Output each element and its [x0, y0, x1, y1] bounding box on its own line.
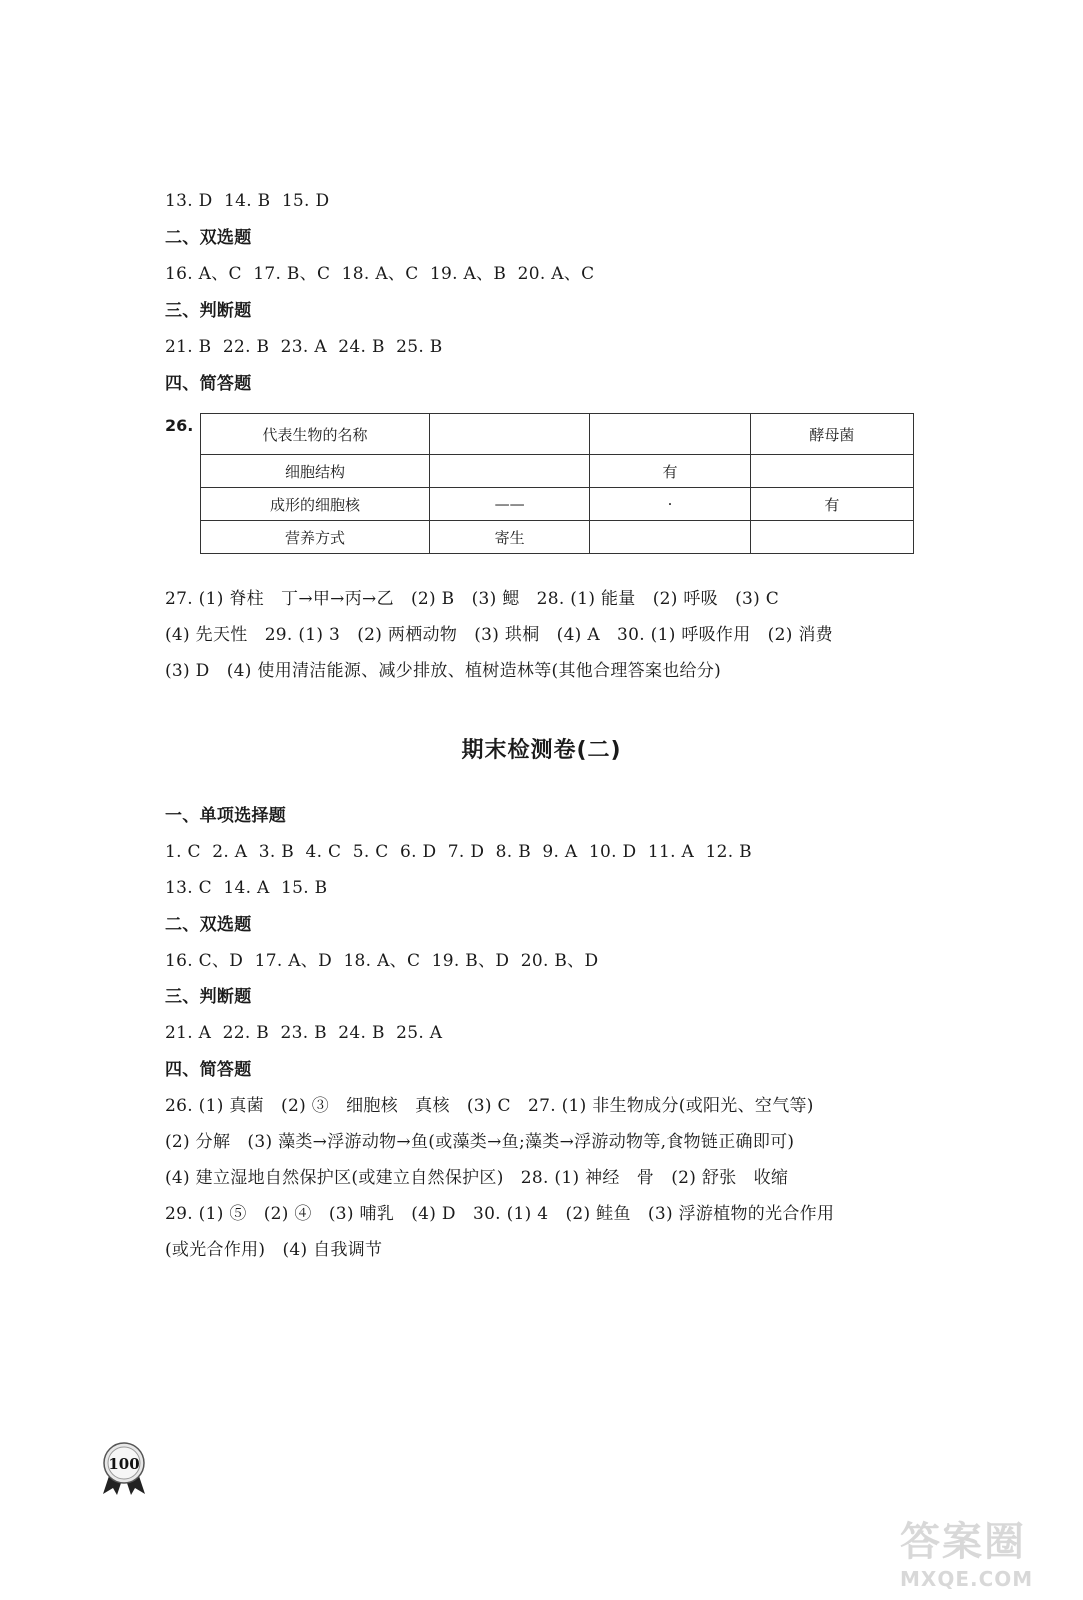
table-cell: ·	[590, 488, 750, 521]
table-cell: 成形的细胞核	[201, 488, 430, 521]
section-heading: 二、双选题	[165, 915, 252, 935]
watermark	[900, 1510, 1060, 1590]
table-cell	[750, 455, 913, 488]
answer-line: 13. C 14. A 15. B	[165, 878, 328, 898]
table-cell	[590, 521, 750, 554]
table-cell	[750, 521, 913, 554]
page-number: 100	[108, 1455, 140, 1473]
page-title: 期末检测卷(二)	[461, 738, 622, 763]
answer-line: 16. C、D 17. A、D 18. A、C 19. B、D 20. B、D	[165, 951, 599, 971]
answer-line: (2) 分解 (3) 藻类→浮游动物→鱼(或藻类→鱼;藻类→浮游动物等,食物链正确即可)	[165, 1132, 795, 1152]
section-heading: 四、简答题	[165, 1060, 252, 1080]
table-cell	[590, 414, 750, 455]
ribbon-badge-icon	[95, 1438, 153, 1496]
answer-line: (3) D (4) 使用清洁能源、减少排放、植树造林等(其他合理答案也给分)	[165, 661, 722, 681]
answer-line: 21. B 22. B 23. A 24. B 25. B	[165, 337, 443, 357]
section-heading: 四、简答题	[165, 374, 252, 394]
answer-line: 16. A、C 17. B、C 18. A、C 19. A、B 20. A、C	[165, 264, 595, 284]
answer-line: 29. (1) ⑤ (2) ④ (3) 哺乳 (4) D 30. (1) 4 (2) 鲑鱼 (3) 浮游植物的光合作用	[165, 1204, 835, 1224]
section-heading: 三、判断题	[165, 301, 252, 321]
table-cell: 有	[590, 455, 750, 488]
answer-line: 27. (1) 脊柱 丁→甲→丙→乙 (2) B (3) 鳃 28. (1) 能量 (2) 呼吸 (3) C	[165, 589, 780, 609]
answer-line: 21. A 22. B 23. B 24. B 25. A	[165, 1023, 443, 1043]
section-heading: 一、单项选择题	[165, 806, 287, 826]
table-cell: 营养方式	[201, 521, 430, 554]
page-number-badge	[95, 1438, 153, 1496]
answer-line: 13. D 14. B 15. D	[165, 191, 330, 211]
answer-line: (或光合作用) (4) 自我调节	[165, 1240, 383, 1260]
table-row	[201, 488, 914, 521]
question-number: 26.	[165, 416, 194, 435]
table-row	[201, 521, 914, 554]
table-cell: 代表生物的名称	[201, 414, 430, 455]
section-heading: 三、判断题	[165, 987, 252, 1007]
table-row	[201, 414, 914, 455]
table-cell	[429, 414, 589, 455]
table-cell: 细胞结构	[201, 455, 430, 488]
watermark-url: MXQE.COM	[900, 1567, 1034, 1591]
answer-line: (4) 先天性 29. (1) 3 (2) 两栖动物 (3) 珙桐 (4) A 30. (1) 呼吸作用 (2) 消费	[165, 625, 833, 645]
table-row	[201, 455, 914, 488]
answer-line: (4) 建立湿地自然保护区(或建立自然保护区) 28. (1) 神经 骨 (2) 舒张 收缩	[165, 1168, 789, 1188]
table-cell: 有	[750, 488, 913, 521]
section-heading: 二、双选题	[165, 228, 252, 248]
table-cell: 酵母菌	[750, 414, 913, 455]
answer-table	[200, 413, 914, 554]
table-cell	[429, 455, 589, 488]
watermark-logo-text: 答案圈	[900, 1519, 1026, 1565]
table-cell: 寄生	[429, 521, 589, 554]
table-cell: ——	[429, 488, 589, 521]
answer-line: 1. C 2. A 3. B 4. C 5. C 6. D 7. D 8. B 9. A 10. D 11. A 12. B	[165, 842, 752, 862]
answer-line: 26. (1) 真菌 (2) ③ 细胞核 真核 (3) C 27. (1) 非生物成分(或阳光、空气等)	[165, 1096, 814, 1116]
